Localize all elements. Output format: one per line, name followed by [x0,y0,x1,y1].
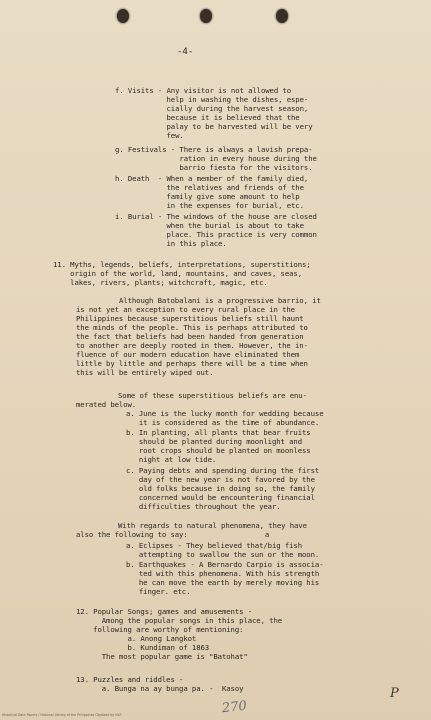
list-item: attempting to swallow the sun or the moon. [126,550,320,559]
list-item: finger. etc. [126,587,191,596]
text-line: With regards to natural phenomena, they have [118,521,307,530]
punch-hole [200,9,212,23]
text-line: origin of the world, land, mountains, and caves, seas, [53,269,303,278]
list-item: day of the new year is not favored by the [126,475,315,484]
page-number: -4- [177,47,194,57]
text-line: fluence of our modern education have eliminated them [76,350,300,359]
text-line: the relatives and friends of the [115,183,304,192]
text-line: the fact that beliefs had been handed from generation [76,332,304,341]
text-line: family give some amount to help [115,192,300,201]
text-line: Among the popular songs in this place, the [76,616,283,625]
text-line: little by little and perhaps there will be a time when [76,359,308,368]
list-item: a. Bunga na ay bunga pa. - Kasoy [76,684,244,693]
list-item: a. Anong Langkot [76,634,197,643]
list-item: it is considered as the time of abundance. [126,418,320,427]
text-line: palay to be harvested will be very [115,122,313,131]
text-line: also the following to say: a [76,530,270,539]
punch-hole [117,9,129,23]
text-line: Although Batobalani is a progressive barrio, it [119,296,321,305]
text-line: barrio fiesta for the visitors. [115,163,313,172]
text-line: 13. Puzzles and riddles - [76,675,184,684]
text-line: few. [115,131,184,140]
handwritten-page-number: 270 [221,698,248,717]
text-line: 11. Myths, legends, beliefs, interpretations, superstitions; [53,260,311,269]
text-line: place. This practice is very common [115,230,317,239]
list-item: b. Kundiman of 1863 [76,643,210,652]
text-line: following are worthy of mentioning: [76,625,244,634]
text-line: merated below. [76,400,137,409]
text-line: The most popular game is "Batohat" [76,652,248,661]
list-item: concerned would be encountering financial [126,493,315,502]
list-item: should be planted during moonlight and [126,437,303,446]
list-item: difficulties throughout the year. [126,502,281,511]
text-line: i. Burial - The windows of the house are closed [115,212,317,221]
handwritten-initial: P [390,686,399,701]
text-line: f. Visits - Any visitor is not allowed to [115,86,292,95]
text-line: is not yet an exception to every rural place in the [76,305,295,314]
archive-footer: Historical Data Papers / National Library of the Philippines Digitized by NLP [2,713,122,717]
text-line: lakes, rivers, plants; witchcraft, magic, etc. [53,278,268,287]
text-line: Philippines because superstitious beliefs still haunt [76,314,304,323]
list-item: a. June is the lucky month for wedding because [126,409,324,418]
text-line: ration in every house during the [115,154,317,163]
list-item: c. Paying debts and spending during the first [126,466,320,475]
text-line: 12. Popular Songs; games and amusements - [76,607,253,616]
text-line: the minds of the people. This is perhaps attributed to [76,323,308,332]
text-line: g. Festivals - There is always a lavish prepa- [115,145,313,154]
text-line: when the burial is about to take [115,221,304,230]
list-item: b. In planting, all plants that bear fruits [126,428,311,437]
punch-hole [276,9,288,23]
text-line: in the expenses for burial, etc. [115,201,304,210]
text-line: Some of these superstitious beliefs are enu- [118,391,307,400]
text-line: to another are deeply rooted in them. However, the in- [76,341,308,350]
text-line: this will be entirely wiped out. [76,368,214,377]
list-item: old folks because in doing so, the family [126,484,315,493]
list-item: he can move the earth by merely moving his [126,578,320,587]
list-item: night at low tide. [126,455,217,464]
text-line: help in washing the dishes, espe- [115,95,309,104]
text-line: in this place. [115,239,227,248]
list-item: ted with this phenomena. With his strength [126,569,320,578]
text-line: because it is believed that the [115,113,300,122]
list-item: root crops should be planted on moonless [126,446,311,455]
text-line: cially during the harvest season, [115,104,309,113]
list-item: b. Earthquakes - A Bernardo Carpio is associa- [126,560,324,569]
list-item: a. Eclipses - They believed that/big fish [126,541,303,550]
text-line: h. Death - When a member of the family died, [115,174,309,183]
